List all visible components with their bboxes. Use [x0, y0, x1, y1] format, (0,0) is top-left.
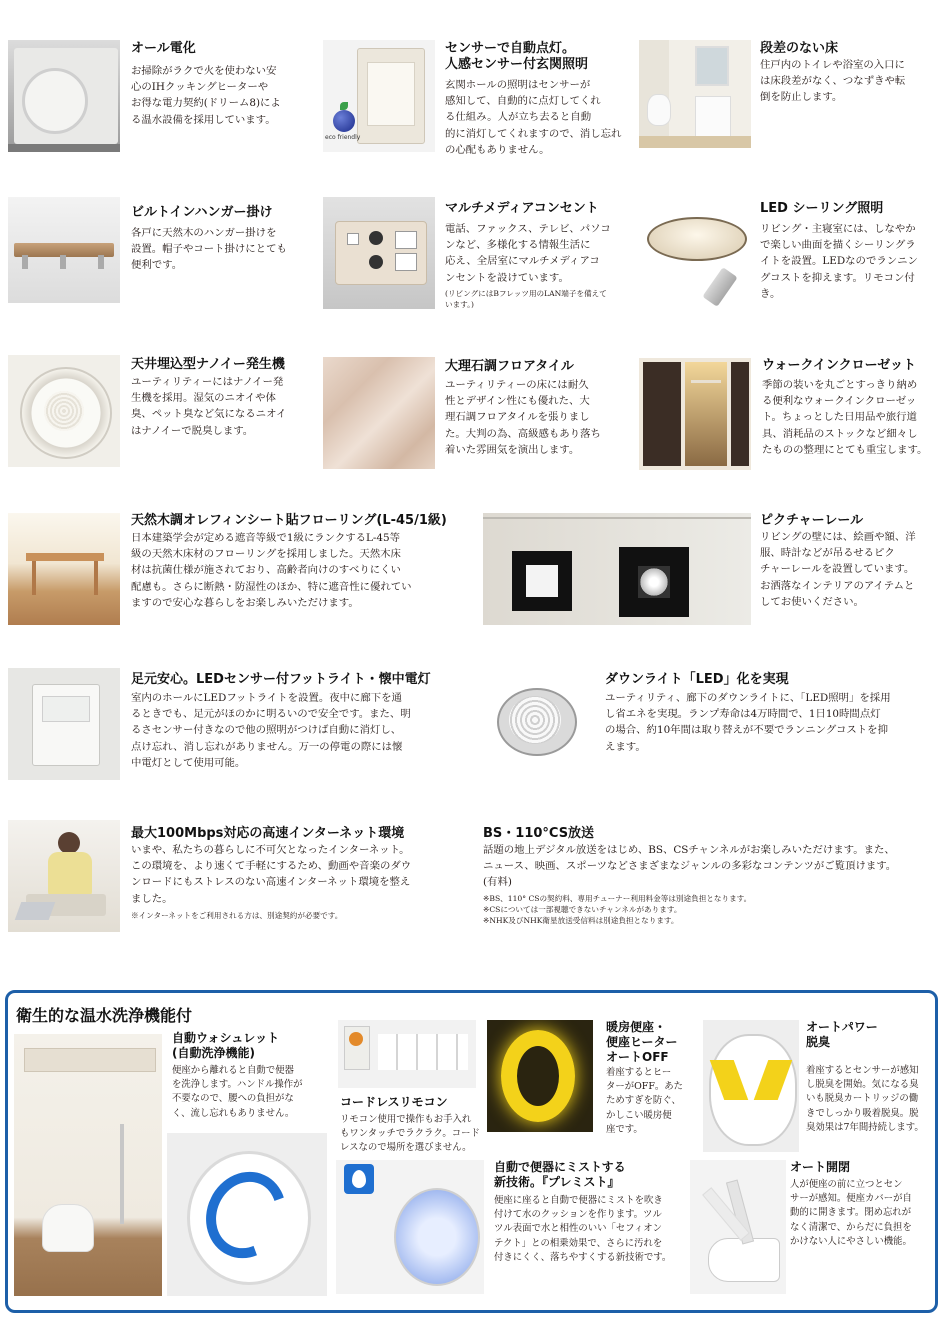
feature-title: ピクチャーレール [760, 513, 864, 528]
nanoe-generator-photo [8, 355, 120, 467]
washlet-item-text: 着座するとヒー ターがOFF。あた ためすぎを防ぐ、 かしこい暖房便 座です。 [606, 1067, 683, 1135]
washlet-item-text: 人が便座の前に立つとセン サーが感知。便座カバーが自 動的に開きます。閉め忘れが なく清潔で、からだに負担を かけない人にやさしい機能。 [790, 1179, 912, 1247]
heated-seat-photo [487, 1020, 593, 1132]
feature-title: ビルトインハンガー掛け [131, 205, 273, 220]
marble-tile-photo [323, 357, 435, 469]
feature-title: マルチメディアコンセント [445, 201, 599, 216]
feature-title: 天然木調オレフィンシート貼フローリング(L-45/1級) [131, 513, 447, 528]
feature-text: 住戸内のトイレや浴室の入口に は床段差がなく、つなずきや転 倒を防止します。 [760, 59, 906, 104]
deodorize-photo [703, 1020, 799, 1152]
feature-title: ウォークインクローゼット [762, 358, 917, 373]
led-ceiling-light-photo [639, 197, 751, 309]
feature-title: ダウンライト「LED」化を実現 [605, 672, 789, 687]
washlet-item-text: 着座するとセンサーが感知 し脱臭を開始。気になる臭 いも脱臭カートリッジの働 きでしっかり吸着脱臭。脱 臭効果は7年間持続します。 [806, 1065, 924, 1133]
feature-title: 天井埋込型ナノイー発生機 [131, 357, 285, 372]
washlet-item-title: オートパワー 脱臭 [806, 1020, 878, 1049]
washlet-item-title: 自動で便器にミストする 新技術。『プレミスト』 [494, 1160, 626, 1189]
eco-friendly-badge: eco friendly [325, 134, 361, 141]
feature-text: ユーティリティーの床には耐久 性とデザイン性にも優れた、大 理石調フロアタイルを張りまし た。大判の為、高級感もあり落ち 着いた雰囲気を演出します。 [445, 379, 601, 456]
feature-note: (リビングにはBフレッツ用のLAN端子を備えて います。) [445, 289, 607, 309]
feature-title: 大理石調フロアタイル [445, 359, 574, 374]
feature-title: BS・110°CS放送 [483, 826, 595, 841]
ih-cooktop-photo [8, 40, 120, 152]
feature-text: 玄関ホールの照明はセンサーが 感知して、自動的に点灯してくれ る仕組み。人が立ち去ると自動 的に消灯してくれますので、消し忘れ の心配もありません。 [445, 79, 622, 156]
bathroom-entrance-photo [639, 40, 751, 148]
washlet-item-title: 自動ウォシュレット (自動洗浄機能) [172, 1031, 280, 1060]
sensor-switch-photo [323, 40, 435, 152]
feature-text: ユーティリティ、廊下のダウンライトに、「LED照明」を採用 し省エネを実現。ランプ寿命は4万時間で、1日10時間点灯 の場合、約10年間は取り替えが不要でランニングコストを抑 えます。 [605, 692, 891, 753]
wood-flooring-photo [8, 513, 120, 625]
feature-title: 足元安心。LEDセンサー付フットライト・懐中電灯 [131, 672, 431, 687]
feature-text: お掃除がラクで火を使わない安 心のIHクッキングヒーターや お得な電力契約(ドリーム8)によ る温水設備を採用しています。 [131, 65, 281, 126]
feature-text: 室内のホールにLEDフットライトを設置。夜中に廊下を通 るときでも、足元がほのかに明るいので安全です。また、明 るさセンサー付きなので他の照明がつけば自動に消灯し、 点け忘れ、消し忘れがありません。万一の停電の際には懐 中電灯として使用可能。 [131, 692, 411, 769]
feature-title: LED シーリング照明 [760, 201, 884, 216]
hanger-photo [8, 197, 120, 303]
washlet-item-text: 便座から離れると自動で便器 を洗浄します。ハンドル操作が 不要なので、腰への負担がな く、流し忘れもありません。 [172, 1065, 303, 1119]
washlet-item-title: オート開閉 [790, 1160, 851, 1174]
led-downlight-photo [483, 666, 595, 778]
feature-text: 季節の装いを丸ごとすっきり納め る便利なウォークインクローゼッ ト。ちょっとした日用品や旅行道 具、消耗品のストックなど細々し たものの整理にとても重宝します。 [762, 379, 928, 456]
feature-text: リビング・主寝室には、しなやか で楽しい曲面を描くシーリングラ イトを設置。LEDなのでランニン グコストを抑えます。リモコン付 き。 [760, 223, 918, 300]
feature-title: オール電化 [131, 41, 196, 56]
feature-text: 話題の地上デジタル放送をはじめ、BS、CSチャンネルがお楽しみいただけます。また、 ニュース、映画、スポーツなどさまざまなジャンルの多彩なコンテンツがご覧頂けます。 (有料) [483, 844, 897, 889]
feature-title: 最大100Mbps対応の高速インターネット環境 [131, 826, 405, 841]
footlight-photo [8, 668, 120, 780]
feature-title: センサーで自動点灯。 人感センサー付玄関照明 [445, 41, 589, 72]
feature-text: ユーティリティーにはナノイー発 生機を採用。湿気のニオイや体 臭、ペット臭など気になるニオイ はナノイーで脱臭します。 [131, 376, 287, 437]
feature-text: 日本建築学会が定める遮音等級で1級にランクするL-45等 級の天然木床材のフローリングを採用しました。天然木床 材は抗菌仕様が施されており、高齢者向けのすべりにくい 配慮も。さらに断熱・防湿性のほか、特に遮音性に優れてい ますので安心な暮らしをお楽しみいただけます。 [131, 532, 412, 609]
feature-title: 段差のない床 [760, 41, 839, 56]
washlet-item-title: コードレスリモコン [340, 1095, 448, 1109]
feature-note: ※インターネットをご利用される方は、別途契約が必要です。 [131, 911, 343, 920]
feature-note: ※BS、110° CSの契約料、専用チューナー利用料金等は別途負担となります。 ※CSについては一部視聴できないチャンネルがあります。 ※NHK及びNHK衛星放送受信料は別途負担となります。 [483, 894, 752, 925]
feature-text: いまや、私たちの暮らしに不可欠となったインターネット。 この環境を、より速くて手軽にするため、動画や音楽のダウ ンロードにもストレスのない高速インターネット環境を整え ました。 [131, 844, 412, 905]
multimedia-outlet-photo [323, 197, 435, 309]
washlet-item-title: 暖房便座・ 便座ヒーター オートOFF [606, 1020, 678, 1064]
picture-rail-photo [483, 513, 751, 625]
toilet-room-photo [14, 1034, 162, 1296]
washlet-item-text: リモコン使用で操作もお手入れ もワンタッチでラクラク。コード レスなので場所を選びません。 [340, 1114, 480, 1154]
remote-control-photo [338, 1020, 476, 1088]
premist-photo [336, 1160, 484, 1294]
internet-woman-photo [8, 820, 120, 932]
washlet-section-heading: 衛生的な温水洗浄機能付 [16, 1006, 193, 1025]
walk-in-closet-photo [639, 358, 751, 470]
feature-text: リビングの壁には、絵画や額、洋 服、時計などが吊るせるピク チャーレールを設置しています。 お洒落なインテリアのアイテムと してお使いください。 [760, 531, 916, 608]
feature-text: 電話、ファックス、テレビ、パソコ ンなど、多様化する情報生活に 応え、全居室にマルチメディアコ ンセントを設けています。 [445, 223, 611, 284]
feature-text: 各戸に天然木のハンガー掛けを 設置。帽子やコート掛けにとても 便利です。 [131, 227, 287, 272]
toilet-bowl-swirl-photo [167, 1133, 327, 1296]
washlet-item-text: 便座に座ると自動で便器にミストを吹き 付けて水のクッションを作ります。ツル ツル表面で水と相性のいい「セフィオン テクト」との相乗効果で、さらに汚れを 付きにくく、落ちやすくする新技術です。 [494, 1195, 672, 1263]
auto-lid-photo [690, 1160, 786, 1294]
